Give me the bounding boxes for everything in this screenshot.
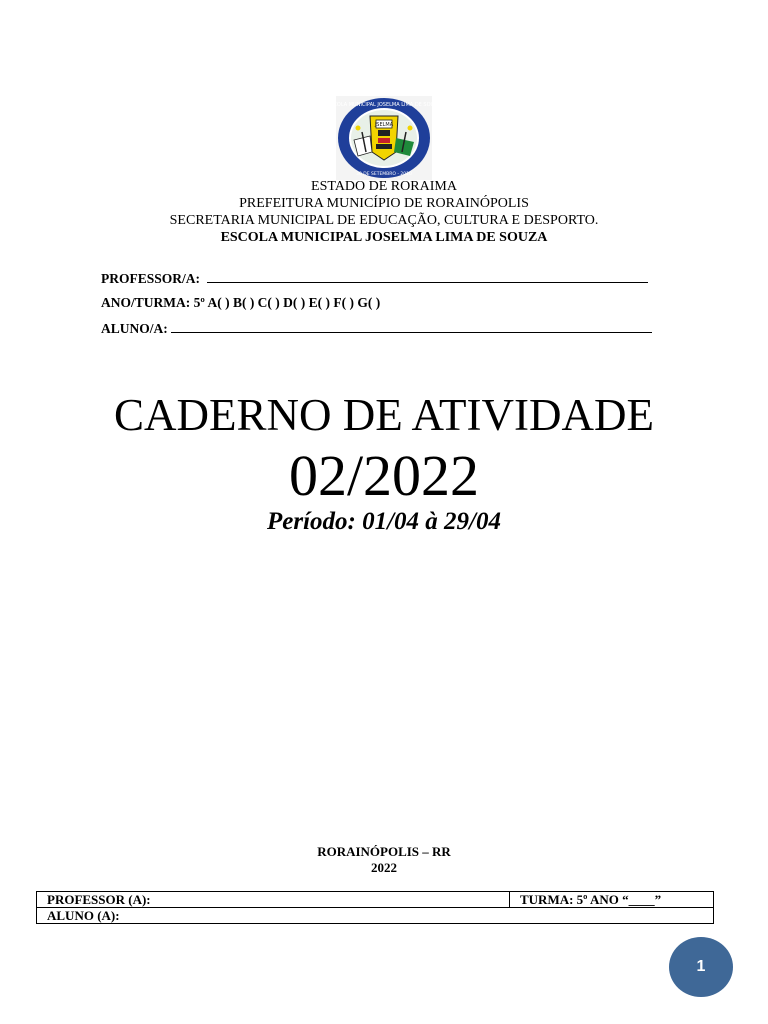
logo-text-top: ESCOLA MUNICIPAL JOSELMA LIMA DE SOUZA <box>327 102 441 108</box>
table-row <box>37 892 714 908</box>
professor-field[interactable] <box>207 270 648 283</box>
logo-monogram: JSELMA <box>374 122 394 128</box>
footer-professor-cell[interactable]: PROFESSOR (A): <box>37 892 510 908</box>
footer-aluno-cell[interactable]: ALUNO (A): <box>37 908 714 924</box>
footer-year: 2022 <box>371 860 397 875</box>
aluno-row <box>101 320 652 345</box>
page-number-badge: 1 <box>669 937 733 997</box>
header-school: ESCOLA MUNICIPAL JOSELMA LIMA DE SOUZA <box>220 230 548 245</box>
school-crest-icon <box>327 96 441 180</box>
footer-turma-cell[interactable]: TURMA: 5º ANO “____” <box>510 892 714 908</box>
professor-label: PROFESSOR/A: <box>101 271 201 286</box>
city-name: RORAINÓPOLIS – RR <box>317 844 451 859</box>
document-number: 02/2022 <box>288 443 480 508</box>
ano-turma-options[interactable]: ANO/TURMA: 5º A( ) B( ) C( ) D( ) E( ) F( ) G( ) <box>101 295 381 310</box>
aluno-label: ALUNO/A: <box>101 321 168 336</box>
table-row <box>37 908 714 924</box>
institution-header <box>0 178 768 246</box>
city-footer <box>0 844 768 876</box>
professor-row <box>101 270 652 295</box>
period-subtitle: Período: 01/04 à 29/04 <box>266 508 501 535</box>
header-prefecture: PREFEITURA MUNICÍPIO DE RORAINÓPOLIS <box>239 196 529 211</box>
document-title: CADERNO DE ATIVIDADE <box>114 390 654 440</box>
header-secretariat: SECRETARIA MUNICIPAL DE EDUCAÇÃO, CULTURA E DESPORTO. <box>169 213 599 228</box>
logo-text-bottom: 30 DE SETEMBRO - 2010 <box>356 172 412 177</box>
footer-table <box>36 891 714 924</box>
header-state: ESTADO DE RORAIMA <box>311 179 457 194</box>
identification-form <box>101 270 652 345</box>
aluno-field[interactable] <box>171 320 652 333</box>
ano-turma-row <box>101 295 652 320</box>
